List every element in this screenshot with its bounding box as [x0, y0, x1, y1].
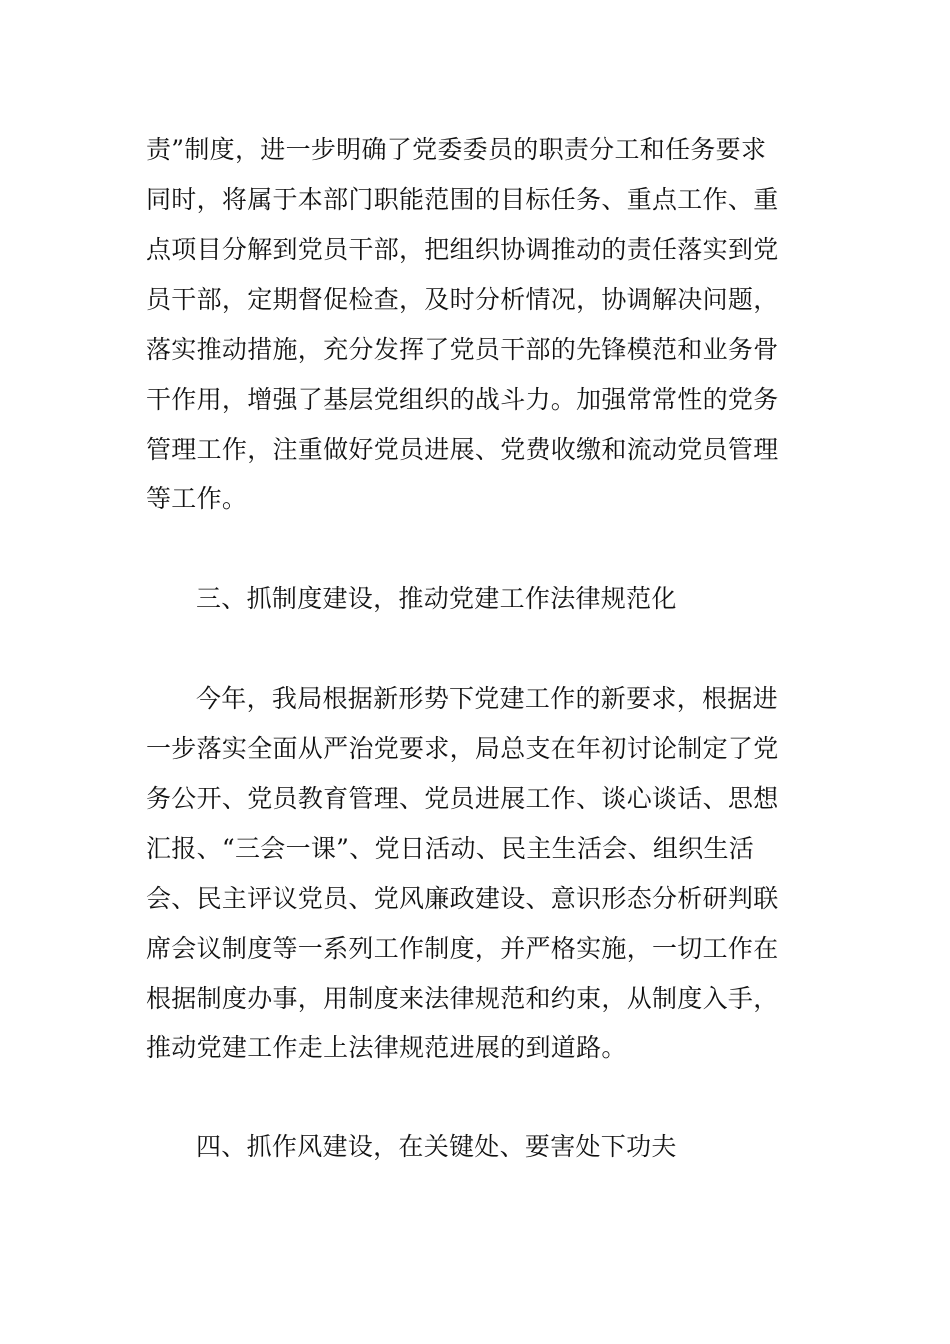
paragraph-line: 一步落实全面从严治党要求，局总支在年初讨论制定了党: [146, 734, 779, 763]
paragraph-line: 管理工作，注重做好党员进展、党费收缴和流动党员管理: [146, 435, 779, 464]
paragraph-line: 根据制度办事，用制度来法律规范和约束，从制度入手，: [146, 984, 779, 1013]
paragraph-line: 务公开、党员教育管理、党员进展工作、谈心谈话、思想: [146, 784, 779, 813]
paragraph-line: 员干部，定期督促检查，及时分析情况，协调解决问题，: [146, 285, 779, 314]
paragraph-line: 推动党建工作走上法律规范进展的到道路。: [146, 1033, 627, 1062]
section-heading-4: 四、抓作风建设，在关键处、要害处下功夫: [196, 1132, 677, 1161]
paragraph-line: 席会议制度等一系列工作制度，并严格实施，一切工作在: [146, 934, 779, 963]
paragraph-line: 等工作。: [146, 484, 248, 513]
paragraph-line: 落实推动措施，充分发挥了党员干部的先锋模范和业务骨: [146, 335, 779, 364]
section-heading-3: 三、抓制度建设，推动党建工作法律规范化: [196, 584, 677, 613]
paragraph-line: 同时，将属于本部门职能范围的目标任务、重点工作、重: [146, 185, 779, 214]
paragraph-line: 会、民主评议党员、党风廉政建设、意识形态分析研判联: [146, 884, 779, 913]
paragraph-line: 汇报、“三会一课”、党日活动、民主生活会、组织生活: [146, 834, 755, 863]
paragraph-line: 责”制度，进一步明确了党委委员的职责分工和任务要求: [146, 135, 767, 164]
paragraph-line: 干作用，增强了基层党组织的战斗力。加强常常性的党务: [146, 385, 779, 414]
paragraph-line: 点项目分解到党员干部，把组织协调推动的责任落实到党: [146, 235, 779, 264]
paragraph-line: 今年，我局根据新形势下党建工作的新要求，根据进: [196, 684, 778, 713]
